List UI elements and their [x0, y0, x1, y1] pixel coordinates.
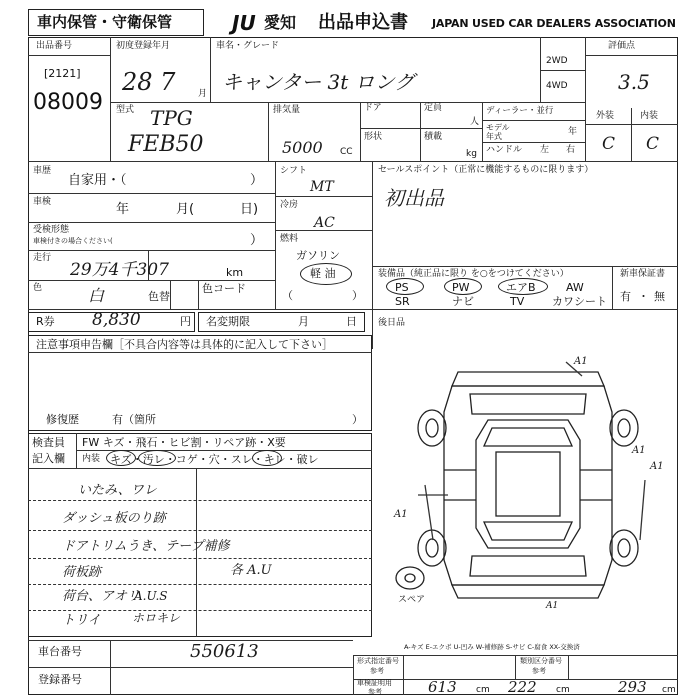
inspector-row-1: FW キズ・飛石・ヒビ割・リペア跡・X要: [82, 436, 286, 449]
history-value: 自家用・（: [68, 173, 127, 188]
reception-note: 車検付きの場合ください(: [33, 237, 113, 245]
model-year-unit: 年: [568, 127, 578, 137]
org-name: 愛知: [264, 13, 297, 32]
inspection-month: 月(: [176, 202, 195, 217]
inspector-note-3: ドアトリムうき、テープ補修: [62, 539, 230, 554]
exterior-value: C: [602, 134, 616, 154]
inspector-label-1: 検査員: [32, 436, 65, 449]
inspector-label-2: 記入欄: [32, 452, 65, 465]
damage-mark-front-right: A1: [650, 461, 664, 472]
divider: [110, 640, 111, 695]
mileage-unit: km: [226, 266, 244, 279]
equipment-tv: TV: [510, 295, 525, 308]
equipment-seat: カワシート: [552, 295, 607, 308]
model-type-line1: TPG: [150, 106, 193, 130]
handle-right: 右: [566, 145, 576, 155]
interior-label: 内装: [640, 111, 659, 121]
history-close: ）: [250, 173, 264, 188]
damage-legend: A-キズ E-エクボ U-凹み W-補修跡 S-サビ C-腐食 XX-交換済: [404, 643, 580, 651]
inspection-year: 年: [116, 202, 130, 217]
color-value: 白: [88, 286, 105, 305]
fuel-label: 燃料: [280, 234, 299, 244]
dimension-ref-3: 参考: [368, 688, 382, 696]
repair-yes: 有（箇所: [112, 413, 156, 426]
lot-label: 出品番号: [36, 41, 73, 51]
car-name-label: 車名・グレード: [216, 41, 280, 51]
dimension-label-class: 類別区分番号: [520, 657, 562, 665]
dimension-ref-2: 参考: [532, 667, 546, 675]
dimension-ref-1: 参考: [370, 667, 384, 675]
inspector-note-1: いたみ、ワレ: [78, 483, 157, 498]
inspector-note-5: 荷台、アオリ: [62, 589, 140, 604]
divider: [28, 667, 353, 668]
name-change-day: 日: [346, 315, 357, 328]
inspector-note-8: A.U.S: [134, 589, 168, 603]
dimension-label-cert: 車検証明用: [357, 679, 392, 687]
exterior-label: 外装: [596, 111, 615, 121]
recycle-value: 8,830: [92, 310, 141, 330]
new-warranty-sep: ・: [638, 290, 649, 303]
model-year-label: モデル 年式: [486, 123, 510, 141]
repair-history-label: 修復歴: [46, 413, 79, 426]
fuel-diesel: 軽 油: [310, 267, 336, 280]
fuel-gasoline: ガソリン: [296, 249, 340, 262]
capacity-unit: 人: [470, 117, 480, 127]
dimension-width: 222: [508, 678, 537, 696]
damage-mark-rear: A1: [546, 601, 559, 611]
new-warranty-yes: 有: [620, 290, 631, 303]
load-label: 積載: [424, 132, 443, 142]
fuel-open: （: [282, 289, 293, 302]
ju-logo: JU: [232, 11, 256, 35]
aircon-value: AC: [314, 215, 335, 231]
lot-code: [2121]: [44, 67, 81, 80]
dimension-height: 293: [618, 678, 647, 696]
divider: [515, 655, 516, 679]
inspection-label: 車検: [33, 197, 52, 207]
form-title: 出品申込書: [318, 12, 408, 33]
new-warranty-label: 新車保証書: [620, 269, 666, 279]
dimension-label-model: 形式指定番号: [357, 657, 399, 665]
damage-mark-right: A1: [632, 445, 646, 456]
handle-label: ハンドル: [486, 145, 523, 155]
recycle-unit: 円: [180, 315, 191, 328]
recycle-label: R券: [36, 315, 55, 328]
door-label: ドア: [364, 103, 382, 113]
interior-value: C: [646, 134, 660, 154]
damage-mark-left: A1: [394, 509, 408, 520]
later-docs-label: 後日品: [378, 318, 406, 328]
handle-left: 左: [540, 145, 550, 155]
plate-label: 登録番号: [38, 673, 82, 686]
reception-close: ）: [250, 233, 264, 248]
damage-mark-top: A1: [574, 356, 588, 367]
divider: [353, 655, 354, 695]
name-change-month: 月: [298, 315, 309, 328]
capacity-label: 定員: [424, 103, 443, 113]
association-name: JAPAN USED CAR DEALERS ASSOCIATION: [432, 17, 676, 30]
inspector-row-2: キズ・汚レ・コゲ・穴・スレ・キレ・破レ: [110, 453, 319, 466]
dealer-label: ディーラー・並行: [486, 106, 554, 116]
inspector-note-9: ホロキレ: [132, 611, 180, 625]
equipment-label: 装備品（純正品に限り を○をつけてください）: [378, 269, 569, 279]
name-change-label: 名変期限: [206, 315, 250, 328]
shift-value: MT: [310, 179, 334, 195]
equipment-ps: PS: [395, 281, 409, 294]
registration-value: 28 7: [122, 68, 176, 96]
inspection-day: 日): [240, 202, 259, 217]
dimension-length-unit: cm: [476, 685, 490, 695]
equipment-aw: AW: [566, 281, 584, 294]
divider: [568, 655, 569, 679]
equipment-airbag: エアB: [506, 281, 536, 294]
rating-value: 3.5: [618, 70, 650, 94]
notes-label: 注意事項申告欄［不具合内容等は具体的に記入して下さい］: [36, 338, 333, 351]
model-type-line2: FEB50: [128, 132, 204, 157]
fuel-close: ）: [352, 289, 363, 302]
history-label: 車歴: [33, 166, 52, 176]
rating-label: 評価点: [608, 41, 636, 51]
inspector-note-6: トリイ: [62, 613, 101, 628]
aircon-label: 冷房: [280, 200, 299, 210]
drive-4wd: 4WD: [546, 81, 568, 91]
storage-title: 車内保管・守衛保管: [37, 13, 173, 31]
inspector-note-7: 各 A.U: [230, 563, 272, 578]
dimension-length: 613: [428, 678, 457, 696]
divider: [403, 655, 404, 695]
dimension-height-unit: cm: [662, 685, 676, 695]
inspector-note-4: 荷板跡: [62, 565, 102, 580]
selling-point-value: 初出品: [384, 186, 444, 210]
mileage-label: 走行: [33, 253, 52, 263]
chassis-label: 車台番号: [38, 645, 82, 658]
equipment-sr: SR: [395, 295, 410, 308]
inspector-row-2-prefix: 内装: [82, 454, 101, 464]
chassis-value: 550613: [190, 641, 259, 662]
repair-close: ）: [352, 413, 363, 426]
lot-number: 08009: [33, 90, 103, 115]
color-label: 色: [33, 283, 43, 293]
car-name-value: キャンター 3t ロング: [222, 70, 415, 94]
equipment-navi: ナビ: [452, 295, 474, 308]
dimension-width-unit: cm: [556, 685, 570, 695]
shift-label: シフト: [280, 166, 308, 176]
shape-label: 形状: [364, 132, 383, 142]
displacement-label: 排気量: [273, 105, 301, 115]
model-type-label: 型式: [116, 105, 135, 115]
drive-2wd: 2WD: [546, 56, 568, 66]
color-code: 色コード: [202, 282, 246, 295]
registration-month-unit: 月: [198, 89, 208, 99]
selling-point-label: セールスポイント（正常に機能するものに限ります）: [378, 165, 594, 175]
new-warranty-no: 無: [654, 290, 665, 303]
load-unit: kg: [466, 149, 477, 159]
registration-label: 初度登録年月: [116, 41, 171, 51]
color-repaint: 色替: [148, 290, 170, 303]
spare-label: スペア: [398, 595, 426, 605]
inspector-note-2: ダッシュ板のり跡: [62, 511, 166, 526]
mileage-value: 29万4千307: [70, 260, 169, 280]
reception-label: 受検形態: [33, 225, 70, 235]
displacement-unit: CC: [340, 147, 353, 157]
equipment-pw: PW: [452, 281, 470, 294]
displacement-value: 5000: [282, 138, 323, 157]
